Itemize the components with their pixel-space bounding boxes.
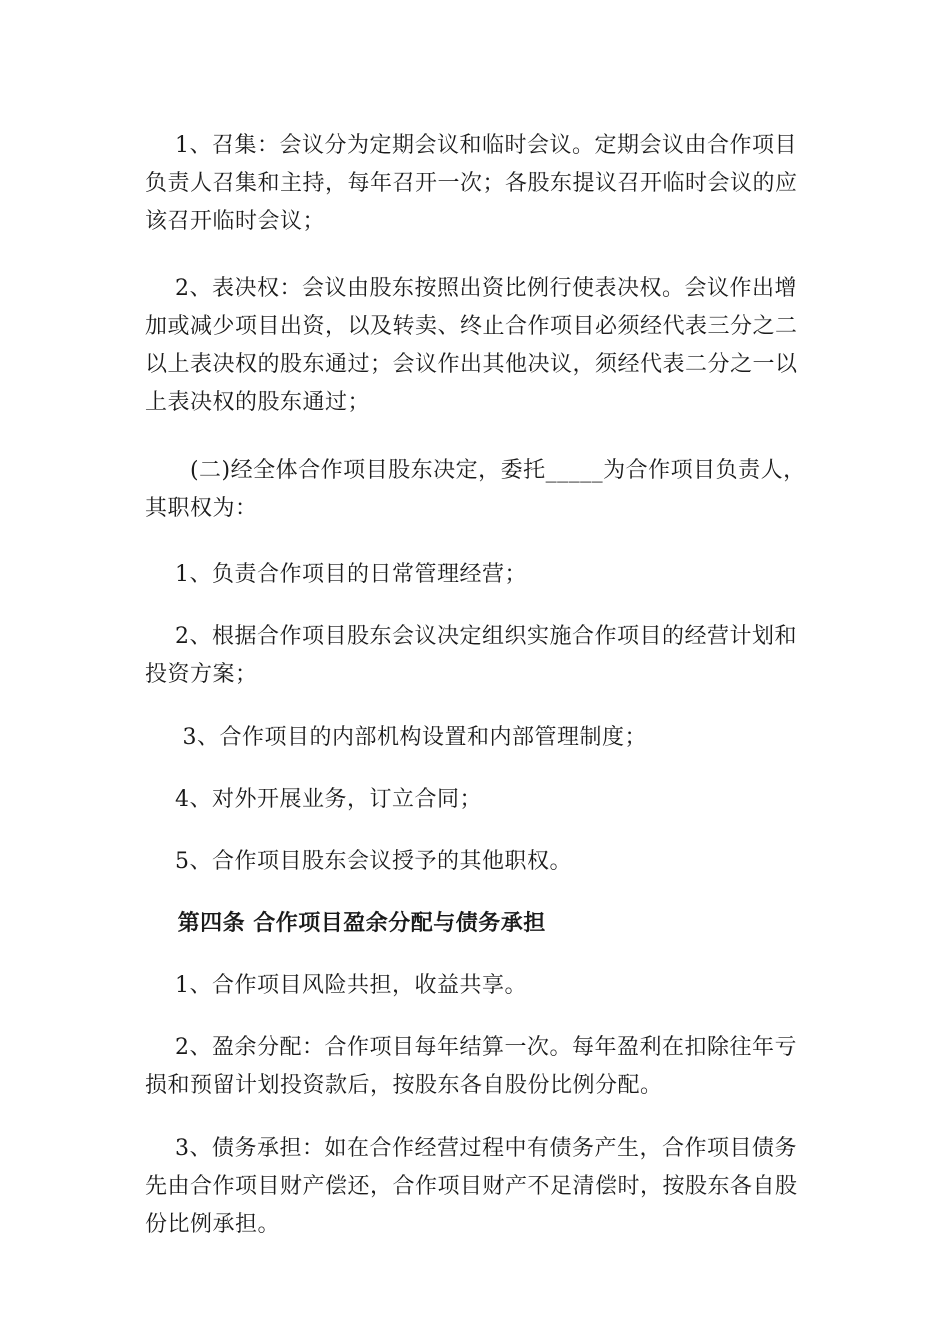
- paragraph-voting-rights: 2、表决权：会议由股东按照出资比例行使表决权。会议作出增加或减少项目出资，以及转卖、终止合作项目必须经代表三分之二以上表决权的股东通过；会议作出其他决议，须经代表二分之一以上表决权的股东通过；: [145, 276, 798, 415]
- paragraph-risk-sharing: 1、合作项目风险共担，收益共享。: [145, 973, 527, 998]
- paragraph-duty-2: 2、根据合作项目股东会议决定组织实施合作项目的经营计划和投资方案；: [145, 624, 797, 687]
- paragraph-appoint-manager: (二)经全体合作项目股东决定，委托_____为合作项目负责人，其职权为：: [145, 458, 806, 521]
- paragraph-convening: 1、召集：会议分为定期会议和临时会议。定期会议由合作项目负责人召集和主持，每年召开一次；各股东提议召开临时会议的应该召开临时会议；: [145, 133, 798, 234]
- paragraph-duty-1: 1、负责合作项目的日常管理经营；: [145, 562, 527, 587]
- paragraph-profit-distribution: 2、盈余分配：合作项目每年结算一次。每年盈利在扣除往年亏损和预留计划投资款后，按股东各自股份比例分配。: [145, 1035, 797, 1098]
- article-four-heading: 第四条 合作项目盈余分配与债务承担: [145, 911, 546, 936]
- paragraph-debt-bearing: 3、债务承担：如在合作经营过程中有债务产生，合作项目债务先由合作项目财产偿还，合作项目财产不足清偿时，按股东各自股份比例承担。: [145, 1136, 798, 1237]
- paragraph-duty-3: 3、合作项目的内部机构设置和内部管理制度；: [145, 725, 647, 750]
- paragraph-duty-4: 4、对外开展业务，订立合同；: [145, 787, 482, 812]
- paragraph-duty-5: 5、合作项目股东会议授予的其他职权。: [145, 849, 572, 874]
